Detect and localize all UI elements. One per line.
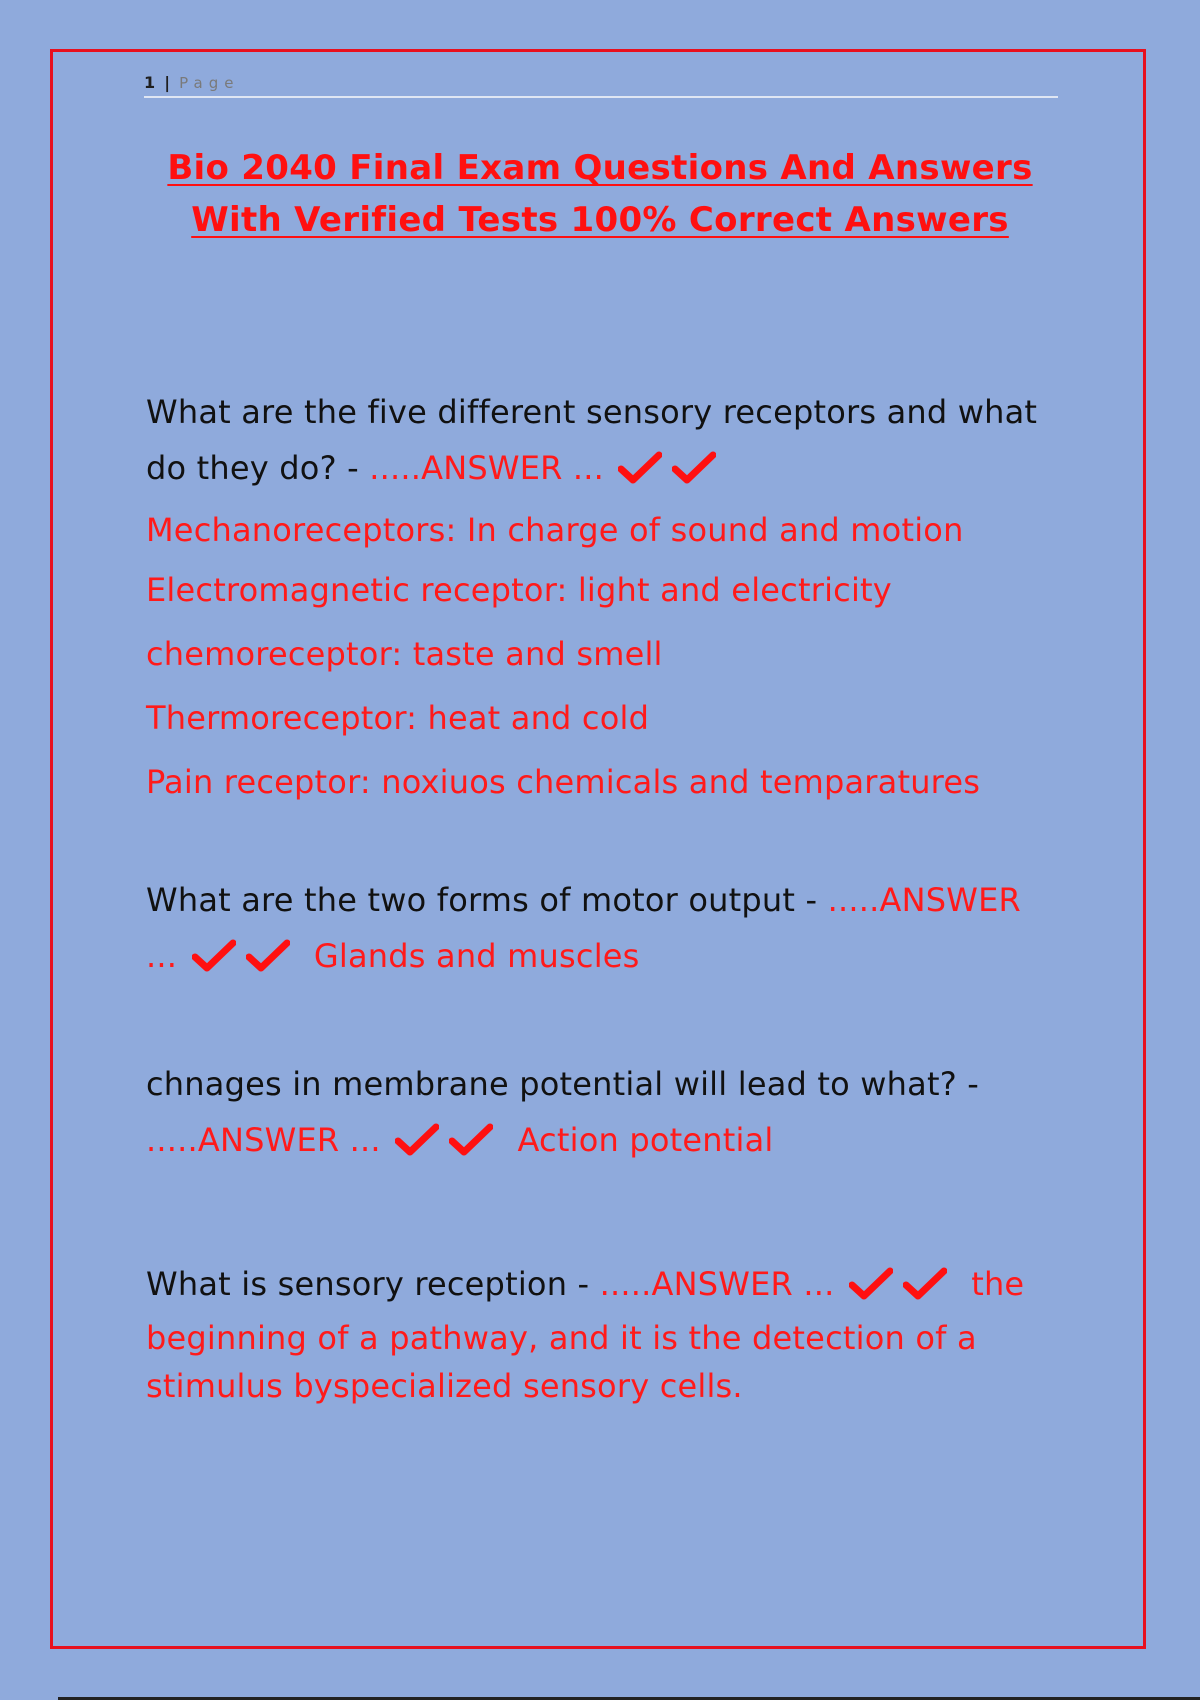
answer-prefix: .....ANSWER ... [146,881,1021,975]
qa-item-1 [146,384,1046,814]
answer-prefix: .....ANSWER ... [146,1121,381,1159]
double-checkmark-icon [618,446,726,502]
checkmark-icon [903,1266,947,1300]
answer-prefix: .....ANSWER ... [369,449,605,487]
answer-text: Action potential [517,1121,774,1159]
answer-text: the beginning of a pathway, and it is the detection of a stimulus byspecialized sensory cells. [146,1265,1025,1405]
document-title [100,142,1100,246]
question-text: chnages in membrane potential will lead to what? - [146,1065,980,1103]
page-separator: | [164,73,171,92]
answer-line: Pain receptor: noxiuos chemicals and temparatures [146,763,981,801]
checkmark-icon [192,934,236,968]
title-line-2: With Verified Tests 100% Correct Answers [191,200,1009,240]
qa-item-4 [146,1260,1046,1410]
checkmark-icon [395,1118,439,1152]
checkmark-icon [449,1118,493,1152]
answer-line: Thermoreceptor: heat and cold [146,699,650,737]
qa-item-3 [146,1056,1046,1174]
question-text: What is sensory reception - [146,1265,590,1303]
answer-text: Mechanoreceptors: In charge of sound and motion [146,511,964,549]
answer-line: chemoreceptor: taste and smell [146,635,663,673]
page-label: Page [179,74,240,92]
page-header [144,70,1058,98]
answer-line: Electromagnetic receptor: light and electricity [146,571,892,609]
qa-item-2 [146,872,1046,990]
answer-prefix: .....ANSWER ... [599,1265,835,1303]
double-checkmark-icon [395,1118,503,1174]
title-line-1: Bio 2040 Final Exam Questions And Answers [167,148,1033,188]
checkmark-icon [672,446,716,480]
double-checkmark-icon [849,1266,957,1314]
double-checkmark-icon [192,934,300,990]
checkmark-icon [246,934,290,968]
question-text: What are the two forms of motor output - [146,881,818,919]
checkmark-icon [849,1266,893,1300]
checkmark-icon [618,446,662,480]
page-number: 1 [144,73,156,92]
answer-text: Glands and muscles [313,937,640,975]
question-text: What are the five different sensory receptors and what do they do? - [146,393,1038,487]
